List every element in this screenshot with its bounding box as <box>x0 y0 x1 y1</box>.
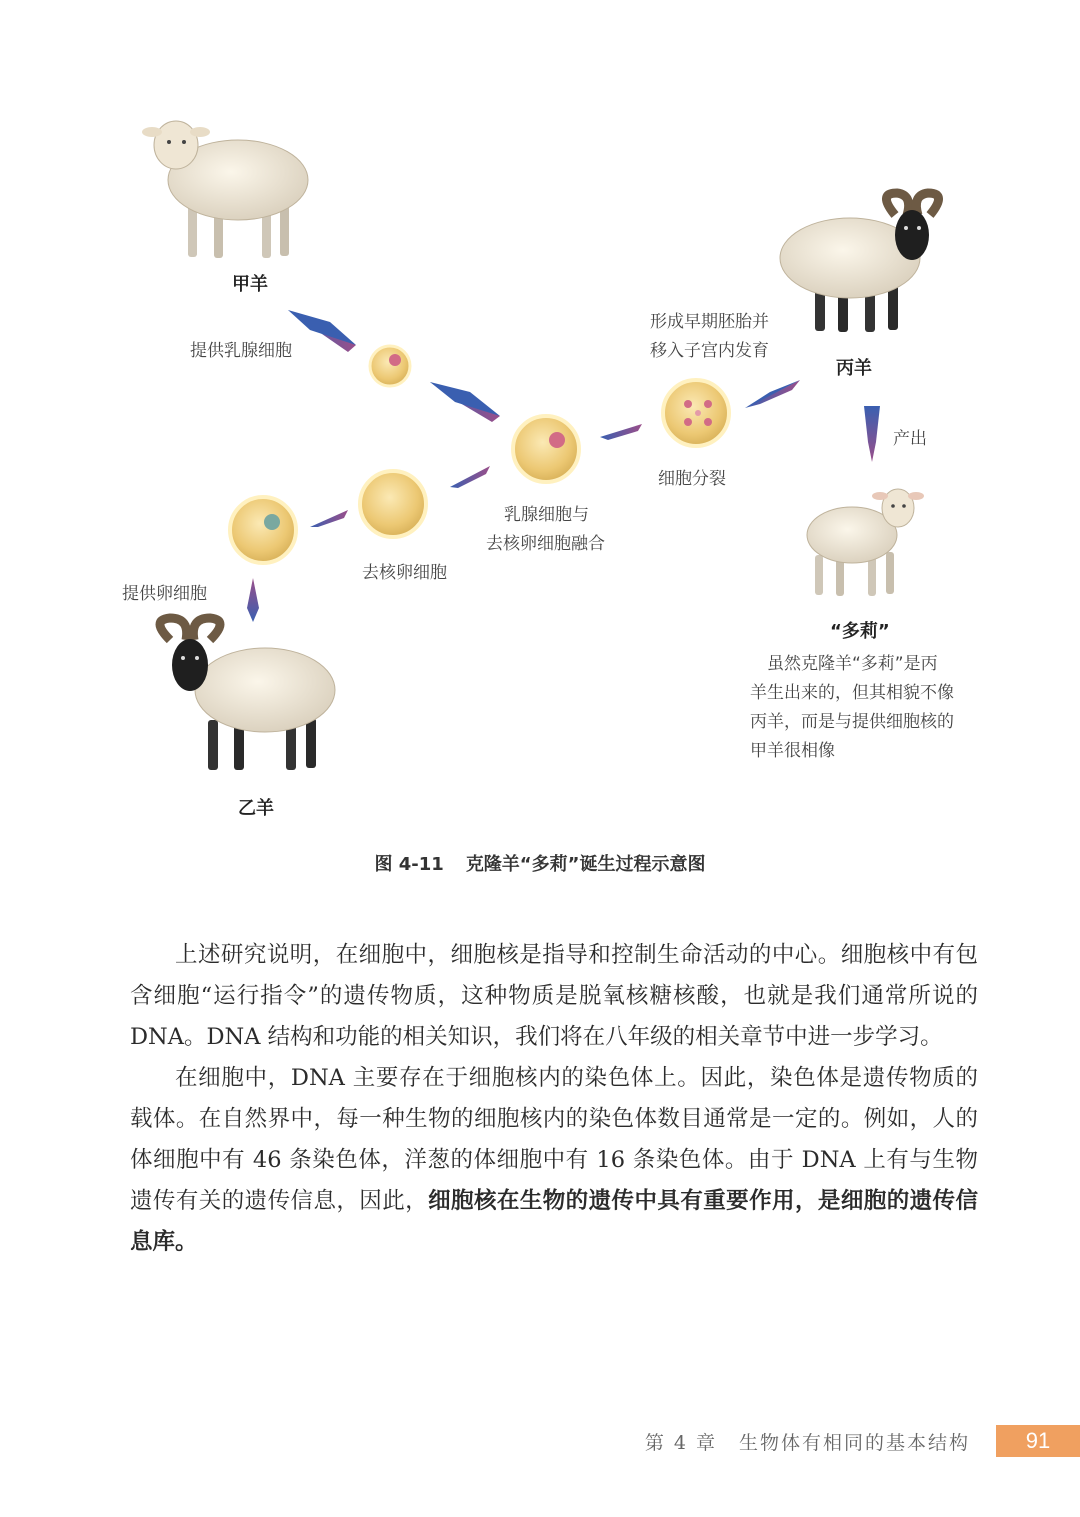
arrow-fusion-to-division <box>600 424 642 440</box>
figure-number: 图 4-11 <box>374 854 444 875</box>
arrow-c-to-dolly <box>864 406 880 462</box>
paragraph-1: 上述研究说明，在细胞中，细胞核是指导和控制生命活动的中心。细胞核中有包含细胞“运行指令”的遗传物质，这种物质是脱氧核糖核酸，也就是我们通常所说的 DNA。DNA 结构和功能的相关知识，我们将在八年级的相关章节中进一步学习。 <box>130 942 978 1050</box>
sheep-a-illustration <box>142 121 308 258</box>
figure-title: 克隆羊“多莉”诞生过程示意图 <box>465 854 706 875</box>
enucleated-egg-cell <box>360 471 426 537</box>
figure-caption <box>0 850 1080 876</box>
chapter-title: 生物体有相同的基本结构 <box>738 1432 970 1454</box>
paragraph-2-text: 在细胞中，DNA 主要存在于细胞核内的染色体上。因此，染色体是遗传物质的载体。在自然界中，每一种生物的细胞核内的染色体数目通常是一定的。例如，人的体细胞中有 46 条染色体，洋葱的体细胞中有 16 条染色体。由于 DNA 上有与生物遗传有关的遗传信息，因此， <box>130 1065 978 1214</box>
sheep-a-label: 甲羊 <box>232 274 268 295</box>
page-footer <box>645 1428 970 1455</box>
arrow-egg-to-enucleated <box>310 510 348 527</box>
chapter-number: 第 4 章 <box>644 1432 717 1454</box>
paragraph-2 <box>130 1058 978 1263</box>
produce-label: 产出 <box>893 429 927 449</box>
page-number: 91 <box>996 1425 1080 1457</box>
cell-division-label: 细胞分裂 <box>658 469 726 489</box>
arrow-a-to-mammary <box>288 310 356 352</box>
arrow-mammary-to-fusion <box>430 382 500 422</box>
embryo-label-line1: 形成早期胚胎并 <box>650 312 769 332</box>
arrow-b-to-egg <box>247 578 259 622</box>
note-line: 甲羊很相像 <box>750 741 835 761</box>
arrow-division-to-c <box>745 380 800 408</box>
dividing-cell <box>663 380 729 446</box>
egg-cell <box>230 497 296 563</box>
dolly-label: “多莉” <box>830 621 890 642</box>
provide-egg-label: 提供卵细胞 <box>122 584 207 604</box>
note-line: 羊生出来的，但其相貌不像 <box>750 683 954 703</box>
arrow-enucleated-to-fusion <box>450 466 490 488</box>
sheep-c-illustration <box>780 193 939 332</box>
provide-mammary-label: 提供乳腺细胞 <box>190 341 292 361</box>
enucleated-egg-label: 去核卵细胞 <box>362 563 447 583</box>
note-line: 丙羊，而是与提供细胞核的 <box>750 712 954 732</box>
embryo-label-line2: 移入子宫内发育 <box>650 341 769 361</box>
sheep-b-label: 乙羊 <box>238 798 274 819</box>
sheep-c-label: 丙羊 <box>836 358 872 379</box>
paragraph-2-emphasis: 细胞核在生物的遗传中具有重要作用，是细胞的遗传信息库。 <box>130 1188 978 1255</box>
mammary-cell <box>370 346 410 386</box>
dolly-note <box>750 650 990 766</box>
fused-cell <box>513 416 579 482</box>
body-text <box>130 935 978 1263</box>
fusion-label-line2: 去核卵细胞融合 <box>486 534 605 554</box>
dolly-illustration <box>807 489 924 596</box>
fusion-label-line1: 乳腺细胞与 <box>504 505 589 525</box>
note-line: 虽然克隆羊“多莉”是丙 <box>767 654 938 674</box>
sheep-b-illustration <box>160 618 335 770</box>
